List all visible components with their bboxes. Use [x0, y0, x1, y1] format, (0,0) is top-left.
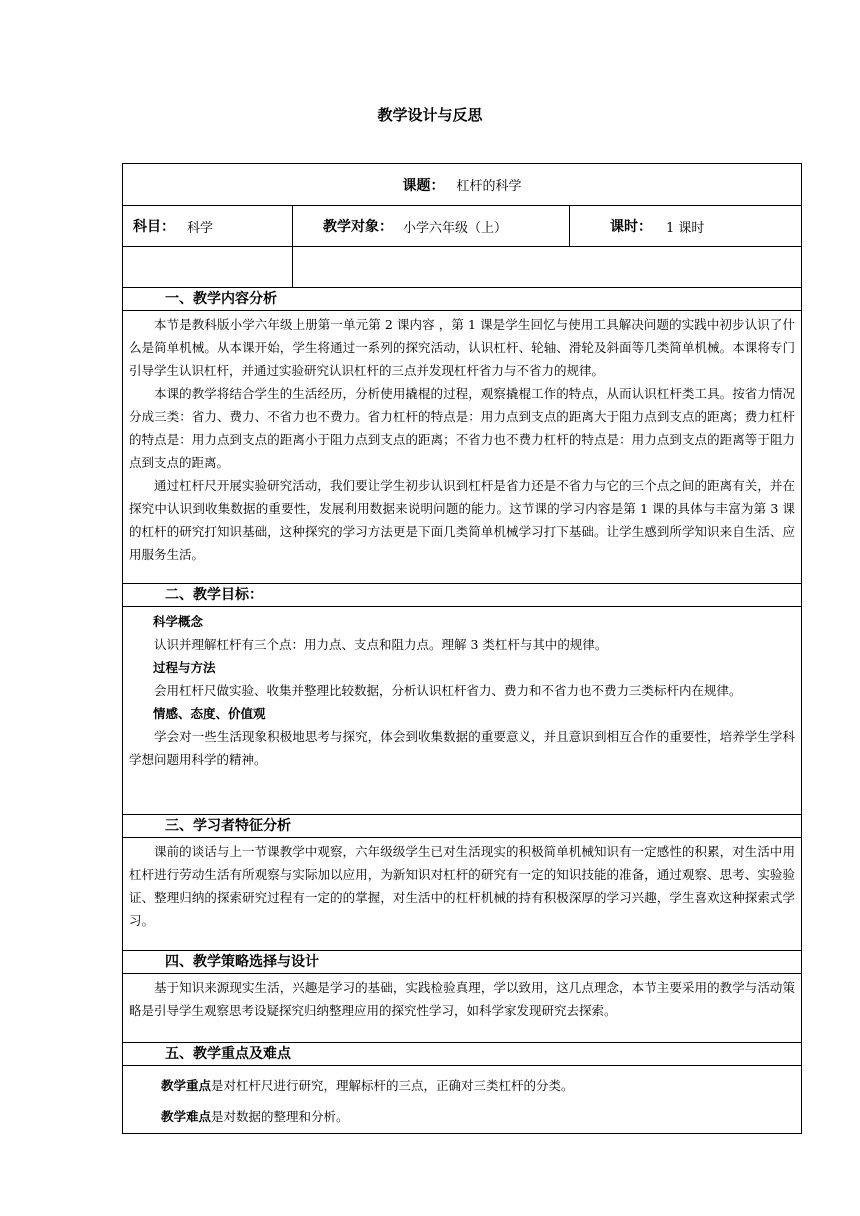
section-1-paragraph-3: 通过杠杆尺开展实验研究活动，我们要让学生初步认识到杠杆是省力还是不省力与它的三个点之间的距离有关，并在探究中认识到收集数据的重要性，发展利用数据来说明问题的能力。这节课的学习内容是第 1 课的具体与丰富为第 3 课的杠杆的研究打知识基础，这种探究的学习方法更是下面几类简单机械学习打下基础。让学生感到所学知识来自生活、应用服务生活。 — [129, 478, 795, 562]
concept-title: 科学概念 — [153, 614, 204, 629]
attitude-text: 学会对一些生活现象积极地思考与探究，体会到收集数据的重要意义，并且意识到相互合作的重要性，培养学生学科学想问题用科学的精神。 — [129, 729, 795, 767]
key-point-label: 教学重点 — [161, 1078, 212, 1093]
process-text: 会用杠杆尺做实验、收集并整理比较数据，分析认识杠杆省力、费力和不省力也不费力三类标杆内在规律。 — [154, 683, 742, 698]
section-4-text: 基于知识来源现实生活，兴趣是学习的基础，实践检验真理，学以致用，这几点理念，本节主要采用的教学与活动策略是引导学生观察思考设疑探究归纳整理应用的探究性学习，如科学家发现研究去探索。 — [129, 980, 795, 1018]
key-point — [129, 1074, 795, 1097]
empty-row-divider — [292, 247, 293, 287]
info-divider-2 — [569, 206, 570, 246]
section-5-body — [122, 1066, 802, 1134]
subject-label: 科目： — [133, 219, 175, 235]
section-4-heading: 四、教学策略选择与设计 — [122, 951, 802, 974]
attitude-title: 情感、态度、价值观 — [153, 706, 266, 721]
concept-text: 认识并理解杠杆有三个点：用力点、支点和阻力点。理解 3 类杠杆与其中的规律。 — [154, 637, 608, 652]
section-3-heading: 三、学习者特征分析 — [122, 815, 802, 838]
section-1-heading: 一、教学内容分析 — [122, 288, 802, 311]
document-title: 教学设计与反思 — [377, 106, 483, 124]
section-1-body — [122, 311, 802, 584]
section-1-paragraph-2: 本课的教学将结合学生的生活经历，分析使用撬棍的过程，观察撬棍工作的特点，从而认识杠杆类工具。按省力情况分成三类：省力、费力、不省力也不费力。省力杠杆的特点是：用力点到支点的距离大于阻力点到支点的距离；费力杠杆的特点是：用力点到支点的距离小于阻力点到支点的距离；不省力也不费力杠杆的特点是：用力点到支点的距离等于阻力点到支点的距离。 — [129, 386, 795, 470]
section-3-text: 课前的谈话与上一节课教学中观察，六年级级学生已对生活现实的积极简单机械知识有一定感性的积累，对生活中用杠杆进行劳动生活有所观察与实际加以应用，为新知识对杠杆的研究有一定的知识技能的准备，通过观察、思考、实验验证、整理归纳的探索研究过程有一定的的掌握，对生活中的杠杆机械的持有积极深厚的学习兴趣，学生喜欢这种探索式学习。 — [129, 844, 795, 928]
topic-label: 课题： — [402, 177, 445, 194]
audience-value: 小学六年级（上） — [403, 220, 508, 236]
process-title: 过程与方法 — [153, 660, 216, 675]
key-point-text: 是对杠杆尺进行研究，理解标杆的三点，正确对三类杠杆的分类。 — [211, 1078, 574, 1093]
difficulty-label: 教学难点 — [161, 1109, 212, 1124]
section-4-body — [122, 974, 802, 1043]
section-2-heading: 二、教学目标： — [122, 584, 802, 607]
topic-value: 杠杆的科学 — [456, 179, 522, 194]
section-2-body — [122, 607, 802, 815]
difficulty-text: 是对数据的整理和分析。 — [211, 1109, 349, 1124]
info-divider-1 — [292, 206, 293, 246]
section-1-paragraph-1: 本节是教科版小学六年级上册第一单元第 2 课内容 ，第 1 课是学生回忆与使用工具解决问题的实践中初步认识了什么是简单机械。从本课开始，学生将通过一系列的探究活动，认识杠杆、轮轴、滑轮及斜面等几类简单机械。本课将专门引导学生认识杠杆，并通过实验研究认识杠杆的三点并发现杠杆省力与不省力的规律。 — [129, 317, 795, 378]
hours-value: 1 课时 — [666, 220, 705, 236]
difficulty-point — [129, 1105, 795, 1128]
hours-label: 课时： — [610, 219, 652, 235]
audience-label: 教学对象： — [323, 219, 393, 235]
topic-row — [122, 163, 802, 206]
empty-row — [122, 246, 802, 288]
section-5-heading: 五、教学重点及难点 — [122, 1043, 802, 1066]
section-3-body — [122, 838, 802, 951]
subject-value: 科学 — [187, 220, 214, 236]
info-row — [122, 205, 802, 247]
